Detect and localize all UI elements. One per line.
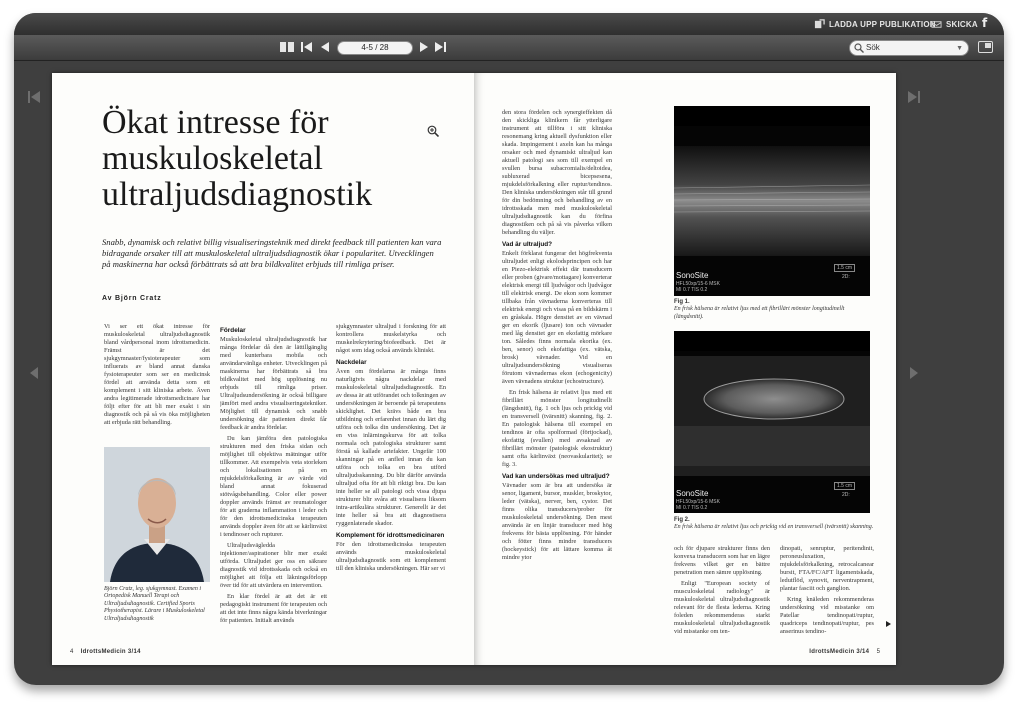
section-heading-vad-kan-undersokas: Vad kan undersökas med ultraljud?: [502, 473, 610, 480]
article-headline: Ökat intresse för muskuloskeletal ultraljudsdiagnostik: [102, 104, 373, 213]
paragraph: Muskuloskeletal ultraljudsdiagnostik har många fördelar då den är lättillgänglig med kunterbara mobila och användarvänliga enheter. Utvecklingen på maskinerna har förbättrats så bra bildkvalitet med hög upplösning nu erbjuds till rimliga priser. Ultraljudsundersökning är också billigare jämfört med andra visualiseringstekniker. Möjlighet till dynamisk och snabb undersökning där patienten direkt får feedback är andra fördelar.: [220, 336, 327, 431]
ultrasound-probe: HFL50xp/15-6 MSK: [676, 281, 720, 287]
chevron-down-icon[interactable]: ▼: [956, 45, 963, 52]
ultrasound-params: MI 0.7 TIS 0.2: [676, 505, 708, 511]
previous-page-side-button[interactable]: [24, 363, 44, 383]
paragraph: En frisk hälsena är relativt ljus med ett fibrillärt mönster longitudinellt (längdsnitt), fig. 1 och ljus och prickig vid en transversell (tvärsnitt) skanning, fig. 2. En patologisk hälsena till exempel en tendinos är ofta spolformad (förtjockad), ekofattig (svullen) med avsaknad av fibrillärt mönster (patologisk ekostruktur) samt ofta kärlinväxt (neovaskularitet); se fig. 3.: [502, 389, 612, 468]
left-column-2: [220, 323, 327, 641]
section-heading-fordelar: Fördelar: [220, 327, 246, 334]
first-page-side-button[interactable]: [24, 87, 44, 107]
last-page-icon: [434, 42, 446, 52]
top-bar: [14, 13, 1004, 35]
figure-2-text: En frisk hälsena är relativt ljus och prickig vid en transversell (tvärsnitt) skanning.: [674, 524, 874, 531]
upload-publication-button[interactable]: [814, 17, 936, 31]
last-page-icon: [907, 90, 921, 104]
first-page-icon: [27, 90, 41, 104]
section-heading-nackdelar: Nackdelar: [336, 359, 367, 366]
left-page[interactable]: [52, 73, 474, 665]
send-icon: [931, 19, 942, 30]
ultrasound-params: MI 0.7 TIS 0.2: [676, 287, 708, 293]
paragraph: Ultraljudsvägledda injektioner/aspirationer blir mer exakt utförda. Ultraljudet ger oss en säkrare diagnostik vid idrottsskada och också en möjlighet att följa ett läkningsförlopp över tid för att utvärdera en intervention.: [220, 542, 327, 589]
continue-arrow-icon: [886, 621, 891, 627]
next-page-button[interactable]: [417, 40, 431, 54]
author-caption: Björn Cratz, leg. sjukgymnast. Examen i Ortopedisk Manuell Terapi och Ultraljudsdiagnostik. Certified Sports Physiotherapist. Lärare i Muskuloskeletal Ultraljudsdiagnostik: [104, 586, 205, 622]
last-page-button[interactable]: [433, 40, 447, 54]
first-page-button[interactable]: [300, 40, 314, 54]
figure-1-number: Fig 1.: [674, 299, 690, 305]
page-number: 5: [876, 649, 880, 655]
page-counter[interactable]: 4-5 / 28: [337, 41, 413, 55]
ultrasound-depth: 1.5 cm: [834, 264, 855, 272]
ultrasound-mode: 2D:: [842, 492, 850, 498]
magazine-title: IdrottsMedicin 3/14: [80, 649, 141, 655]
paragraph: dinopati, senruptur, peritendinit, peroneusluxation, mjukdelsförkalkning, retrocalcanear bursit, FTA/FC/AFT ligamentskada, ledutflöd, synovit, nerventrapment, plantar fasciit och ganglion.: [780, 545, 874, 592]
previous-page-icon: [320, 42, 330, 52]
paragraph: För den idrottsmedicinska terapeuten används muskuloskeletal ultraljudsdiagnostik som ett komplement till den kliniska undersökningen. Här ser vi: [336, 541, 446, 572]
right-column-1: [502, 109, 612, 639]
previous-page-button[interactable]: [318, 40, 332, 54]
ultrasound-depth: 1.5 cm: [834, 482, 855, 490]
search-placeholder: Sök: [866, 43, 880, 52]
ultrasound-probe: HFL50xp/15-6 MSK: [676, 499, 720, 505]
facebook-share-button[interactable]: [982, 16, 987, 30]
paragraph: Vävnader som är bra att undersöka är senor, ligament, bursor, muskler, broskytor, leder (vätska), nerver, ben, cystor. Det finns olika transducers/prober för muskuloskeletal undersökning. Den mest använda är en linjär transducer med hög frekvens för bästa upplösning. För händer och fötter finns mindre transducers (hockeystick) för att lättare komma åt mindre ytor: [502, 482, 612, 561]
send-button[interactable]: [931, 17, 978, 31]
page-number: 4: [70, 649, 74, 655]
fullscreen-button[interactable]: [978, 41, 993, 53]
toolbar: [14, 35, 1004, 61]
ultrasound-mode: 2D:: [842, 274, 850, 280]
ultrasound-image-fig1: [674, 106, 870, 296]
author-photo: [104, 447, 210, 582]
paragraph: Kring knäleden rekommenderas undersökning vid misstanke om Patellar tendinopati/ruptur, quadriceps tendinopati/ruptur, pes anserinus tendino-: [780, 596, 874, 635]
right-column-3: [780, 545, 874, 639]
figure-1-text: En frisk hälsena är relativt ljus med ett fibrillärt mönster longitudinellt (längdsnitt).: [674, 306, 845, 320]
next-page-side-button[interactable]: [904, 363, 924, 383]
article-lead: Snabb, dynamisk och relativt billig visualiseringsteknik med direkt feedback till patienten kan vara bidragande orsaker till att muskuloskeletal ultraljudsdiagnostik ökar i popularitet. Utvecklingen på maskinerna har också förbättrats så att bra bildkvalitet erbjuds till rimliga priser.: [102, 237, 442, 270]
upload-icon: [814, 19, 825, 30]
ultrasound-brand: SonoSite: [676, 489, 709, 498]
right-page[interactable]: [474, 73, 896, 665]
next-page-icon: [419, 42, 429, 52]
paragraph: och för djupare strukturer finns den konvexa transducern som har en lägre frekvens vilket ger en bättre penetration men sämre upplösning.: [674, 545, 770, 576]
upload-label: LADDA UPP PUBLIKATION: [829, 19, 936, 29]
send-label: SKICKA: [946, 19, 978, 29]
search-icon: [854, 43, 864, 53]
right-column-2: [674, 545, 770, 639]
paragraph: sjukgymnaster ultraljud i forskning för att kontrollera muskelstyrka och muskelrekrytering/biofeedback. Det är något som idag också används kliniskt.: [336, 323, 446, 354]
thumbnails-button[interactable]: [280, 40, 294, 54]
left-column-3: [336, 323, 446, 641]
left-column-1: [104, 323, 210, 443]
section-heading-komplement: Komplement för idrottsmedicinaren: [336, 532, 445, 539]
paragraph: den stora fördelen och synergieffekten då den skickliga klinikern får ytterligare instrument att tillföra i sitt kliniska resonemang kring aktuell dysfunktion eller skada. Impingement i axeln kan ha många orsaker och med dynamiskt ultraljud kan aktuell patologi ses som till exempel en svullen bursa subacromialis/deltoidea, subluxerad bicepsesena, mjukdelsförkalkning eller ruptur/tendinos. Den kliniska undersökningen står till grund för din bedömning och behandling av en idrottsskada men med muskuloskeletal ultraljudsdiagnostik kan du förfina diagnostiken och på så vis påverka vilken behandling du väljer.: [502, 109, 612, 236]
paragraph: Enligt "European society of musculoskeletal radiology" är muskuloskeletal ultraljudsdiagnostik relevant för de flesta lederna. Kring foleden rekommenderas starkt muskuloskeletal ultraljudsdiagnostik vid misstanke om ten-: [674, 580, 770, 635]
next-page-icon: [909, 366, 919, 380]
left-footer: [70, 649, 141, 655]
magazine-spread[interactable]: [52, 73, 896, 665]
paragraph: En klar fördel är att det är ett pedagogiskt instrument för terapeuten och att det inte finns några kända biverkningar för patienten. Initialt används: [220, 593, 327, 624]
ultrasound-image-fig2: [674, 331, 870, 513]
magazine-title: IdrottsMedicin 3/14: [809, 649, 870, 655]
intro-paragraph: Vi ser ett ökat intresse för muskuloskeletal ultraljudsdiagnostik bland vårdpersonal inom idrottsmedicin. Främst är det sjukgymnaster/fysioterapeuter som influerats av bland annat danska fysioterapeuter som ser en medicinsk fördel att använda detta som ett komplement i sitt kliniska arbete. Även andra legitimerade idrottsmedicinare har följt efter för att bli mer exakt i sin diagnostik och på så vis öka möjligheten att erbjuda rätt behandling.: [104, 323, 210, 426]
byline: Av Björn Cratz: [102, 295, 162, 302]
figure-1-caption: [674, 299, 874, 321]
thumbnails-icon: [280, 42, 294, 52]
paragraph: Enkelt förklarat fungerar det högfrekventa ultraljudet enligt ekolodsprincipen och har en Piezo-elektrisk effekt där transducern eller proben (givare/mottagare) konverterar elektrisk energi till ljudvågor och ljudvågor till elektrisk energi. De ekon som kommer tillbaka från vävnaderna konverteras till elektrisk energi och visas på en bildskärm i en gråskala. Högre densitet av en vävnad ger en ekorik (ljusare) ton och vävnader med låg densitet ger en ekofattig mörkare ton. Således finns normala ekorika (ex. ben, senor) och ekofattiga (ex. vätska, brosk) vävnader. Vid en ultraljudsundersökning visualiseras förutom vävnadernas ekon (echogenicity) även vävnadens struktur (echostructure).: [502, 250, 612, 385]
paragraph: Även om fördelarna är många finns naturligtvis några nackdelar med muskuloskeletal ultraljudsdiagnostik. En av dessa är att utförandet och tolkningen av undersökningen är beroende på terapeutens skicklighet. Det krävs både en bra utbildning och erfarenhet innan du lärt dig utföra och tolka din undersökning. Det är en viss inlärningskurva för att tolka normala och patologiska strukturer samt förstå så kallade artefakter. Ungefär 100 skanningar på en anfled innan du kan utföra och tolka en bra utförd ultraljudsskanning. Du blir därför använda ultraljud ofta för att bli riktigt bra. Du kan inte heller se all patologi och vissa djupa strukturer blir svåra att visualisera liksom intra-artikulära strukturer. Generellt är det inte heller så bra att diagnostisera ryggenlaterade skador.: [336, 368, 446, 527]
last-page-side-button[interactable]: [904, 87, 924, 107]
zoom-in-icon[interactable]: [427, 125, 439, 137]
search-input[interactable]: [849, 40, 969, 56]
right-footer: [809, 649, 880, 655]
facebook-icon: f: [982, 16, 988, 30]
figure-2-caption: [674, 517, 874, 532]
previous-page-icon: [29, 366, 39, 380]
first-page-icon: [301, 42, 313, 52]
figure-2-number: Fig 2.: [674, 517, 690, 523]
ultrasound-brand: SonoSite: [676, 271, 709, 280]
section-heading-vad-ar-ultraljud: Vad är ultraljud?: [502, 241, 553, 248]
paragraph: Du kan jämföra den patologiska strukturen med den friska sidan och möjlighet till objektiva mätningar utför tillkommer. Att exempelvis veta storleken och lokalisationen på en mjukdelsförkalkning är av värde vid bland annat fokuserad stötvågsbehandling. Color eller power doppler används främst av reumatologer för att graderna inflammation i leder och för den idrottsmedicinska terapeuten används doppler även för att se kärlinväxt i tendinoser och rupturer.: [220, 435, 327, 538]
